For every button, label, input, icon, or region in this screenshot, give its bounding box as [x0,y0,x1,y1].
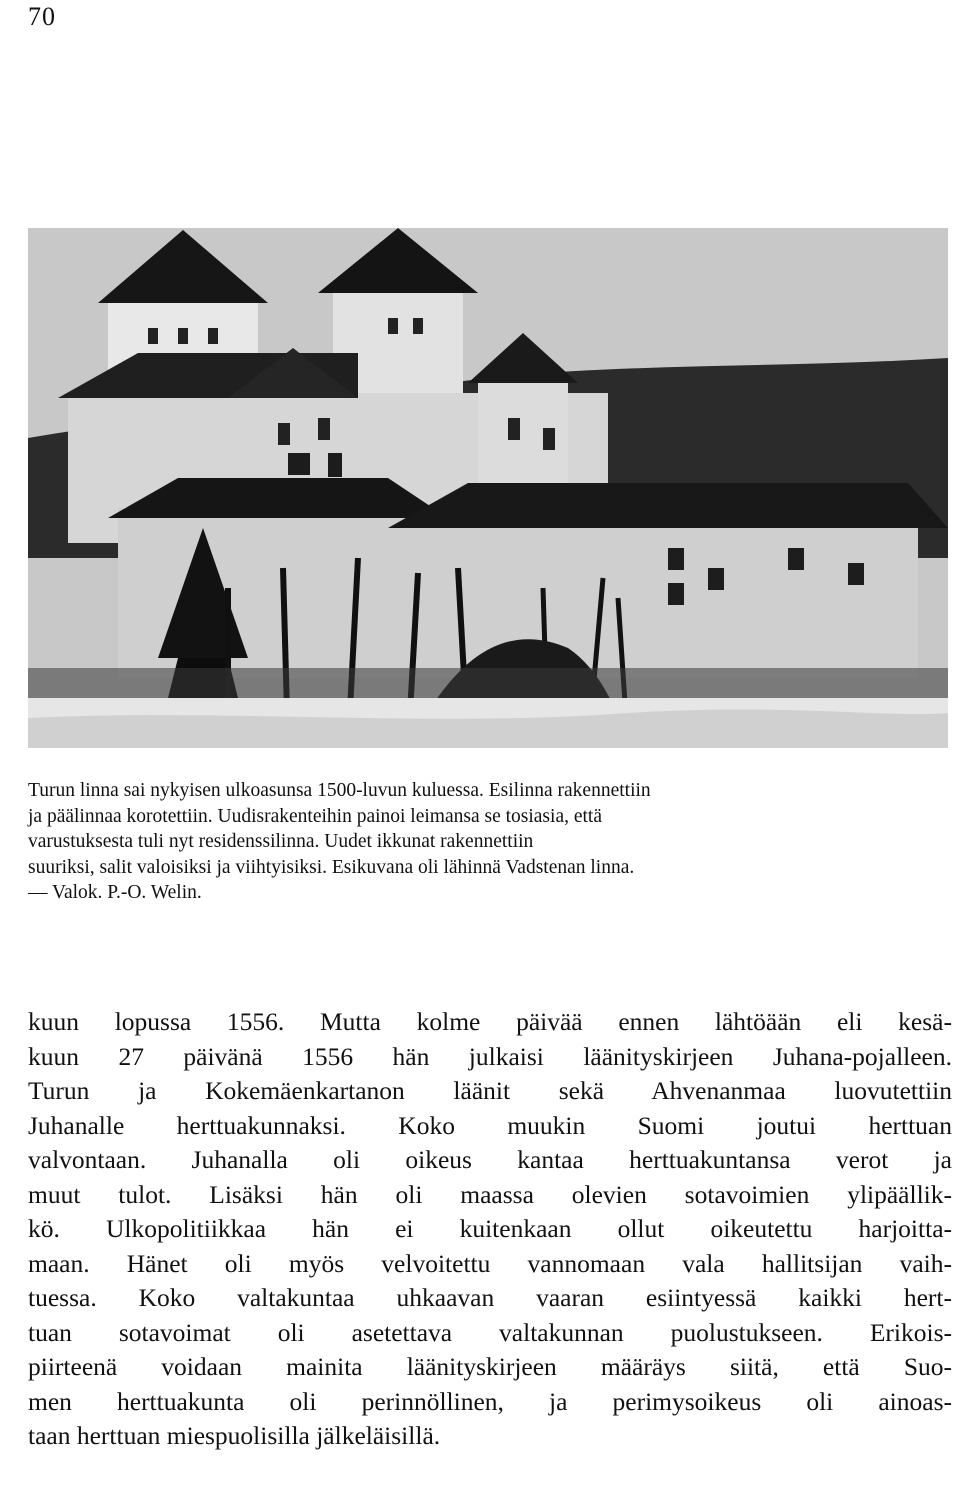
body-line: tuessa. Koko valtakuntaa uhkaavan vaaran esiintyessä kaikki hert- [28,1283,952,1312]
caption-line: — Valok. P.-O. Welin. [28,882,202,903]
body-line: men herttuakunta oli perinnöllinen, ja perimysoikeus oli ainoas- [28,1386,952,1416]
caption-line: suuriksi, salit valoisiksi ja viihtyisiksi. Esikuvana oli lähinnä Vadstenan linna. [28,856,635,878]
caption-line: Turun linna sai nykyisen ulkoasunsa 1500-luvun kuluessa. Esilinna rakennettiin [28,780,651,801]
body-line: tuan sotavoimat oli asetettava valtakunnan puolustukseen. Erikois- [28,1317,952,1347]
castle-photo [28,228,948,748]
body-line: muut tulot. Lisäksi hän oli maassa olevien sotavoimien ylipäällik- [28,1179,952,1209]
body-line: Juhanalle herttuakunnaksi. Koko muukin Suomi joutui herttuan [28,1110,952,1140]
body-line: Turun ja Kokemäenkartanon läänit sekä Ahvenanmaa luovutettiin [28,1076,952,1105]
body-line: valvontaan. Juhanalla oli oikeus kantaa herttuakuntansa verot ja [28,1145,952,1174]
photo-caption [28,778,938,906]
body-line: kö. Ulkopolitiikkaa hän ei kuitenkaan ollut oikeutettu harjoitta- [28,1214,952,1243]
caption-line: varustuksesta tuli nyt residenssilinna. Uudet ikkunat rakennettiin [28,831,534,852]
page-number: 70 [28,2,56,31]
body-paragraph [28,1005,952,1454]
caption-line: ja päälinnaa korotettiin. Uudisrakenteihin painoi leimansa se tosiasia, että [28,805,602,827]
body-line: kuun 27 päivänä 1556 hän julkaisi läänityskirjeen Juhana-pojalleen. [28,1041,952,1071]
body-line: piirteenä voidaan mainita läänityskirjeen määräys siitä, että Suo- [28,1352,952,1381]
body-line: taan herttuan miespuolisilla jälkeläisillä. [28,1421,441,1450]
body-line: maan. Hänet oli myös velvoitettu vannomaan vala hallitsijan vaih- [28,1248,952,1278]
body-line: kuun lopussa 1556. Mutta kolme päivää ennen lähtöään eli kesä- [28,1007,952,1036]
